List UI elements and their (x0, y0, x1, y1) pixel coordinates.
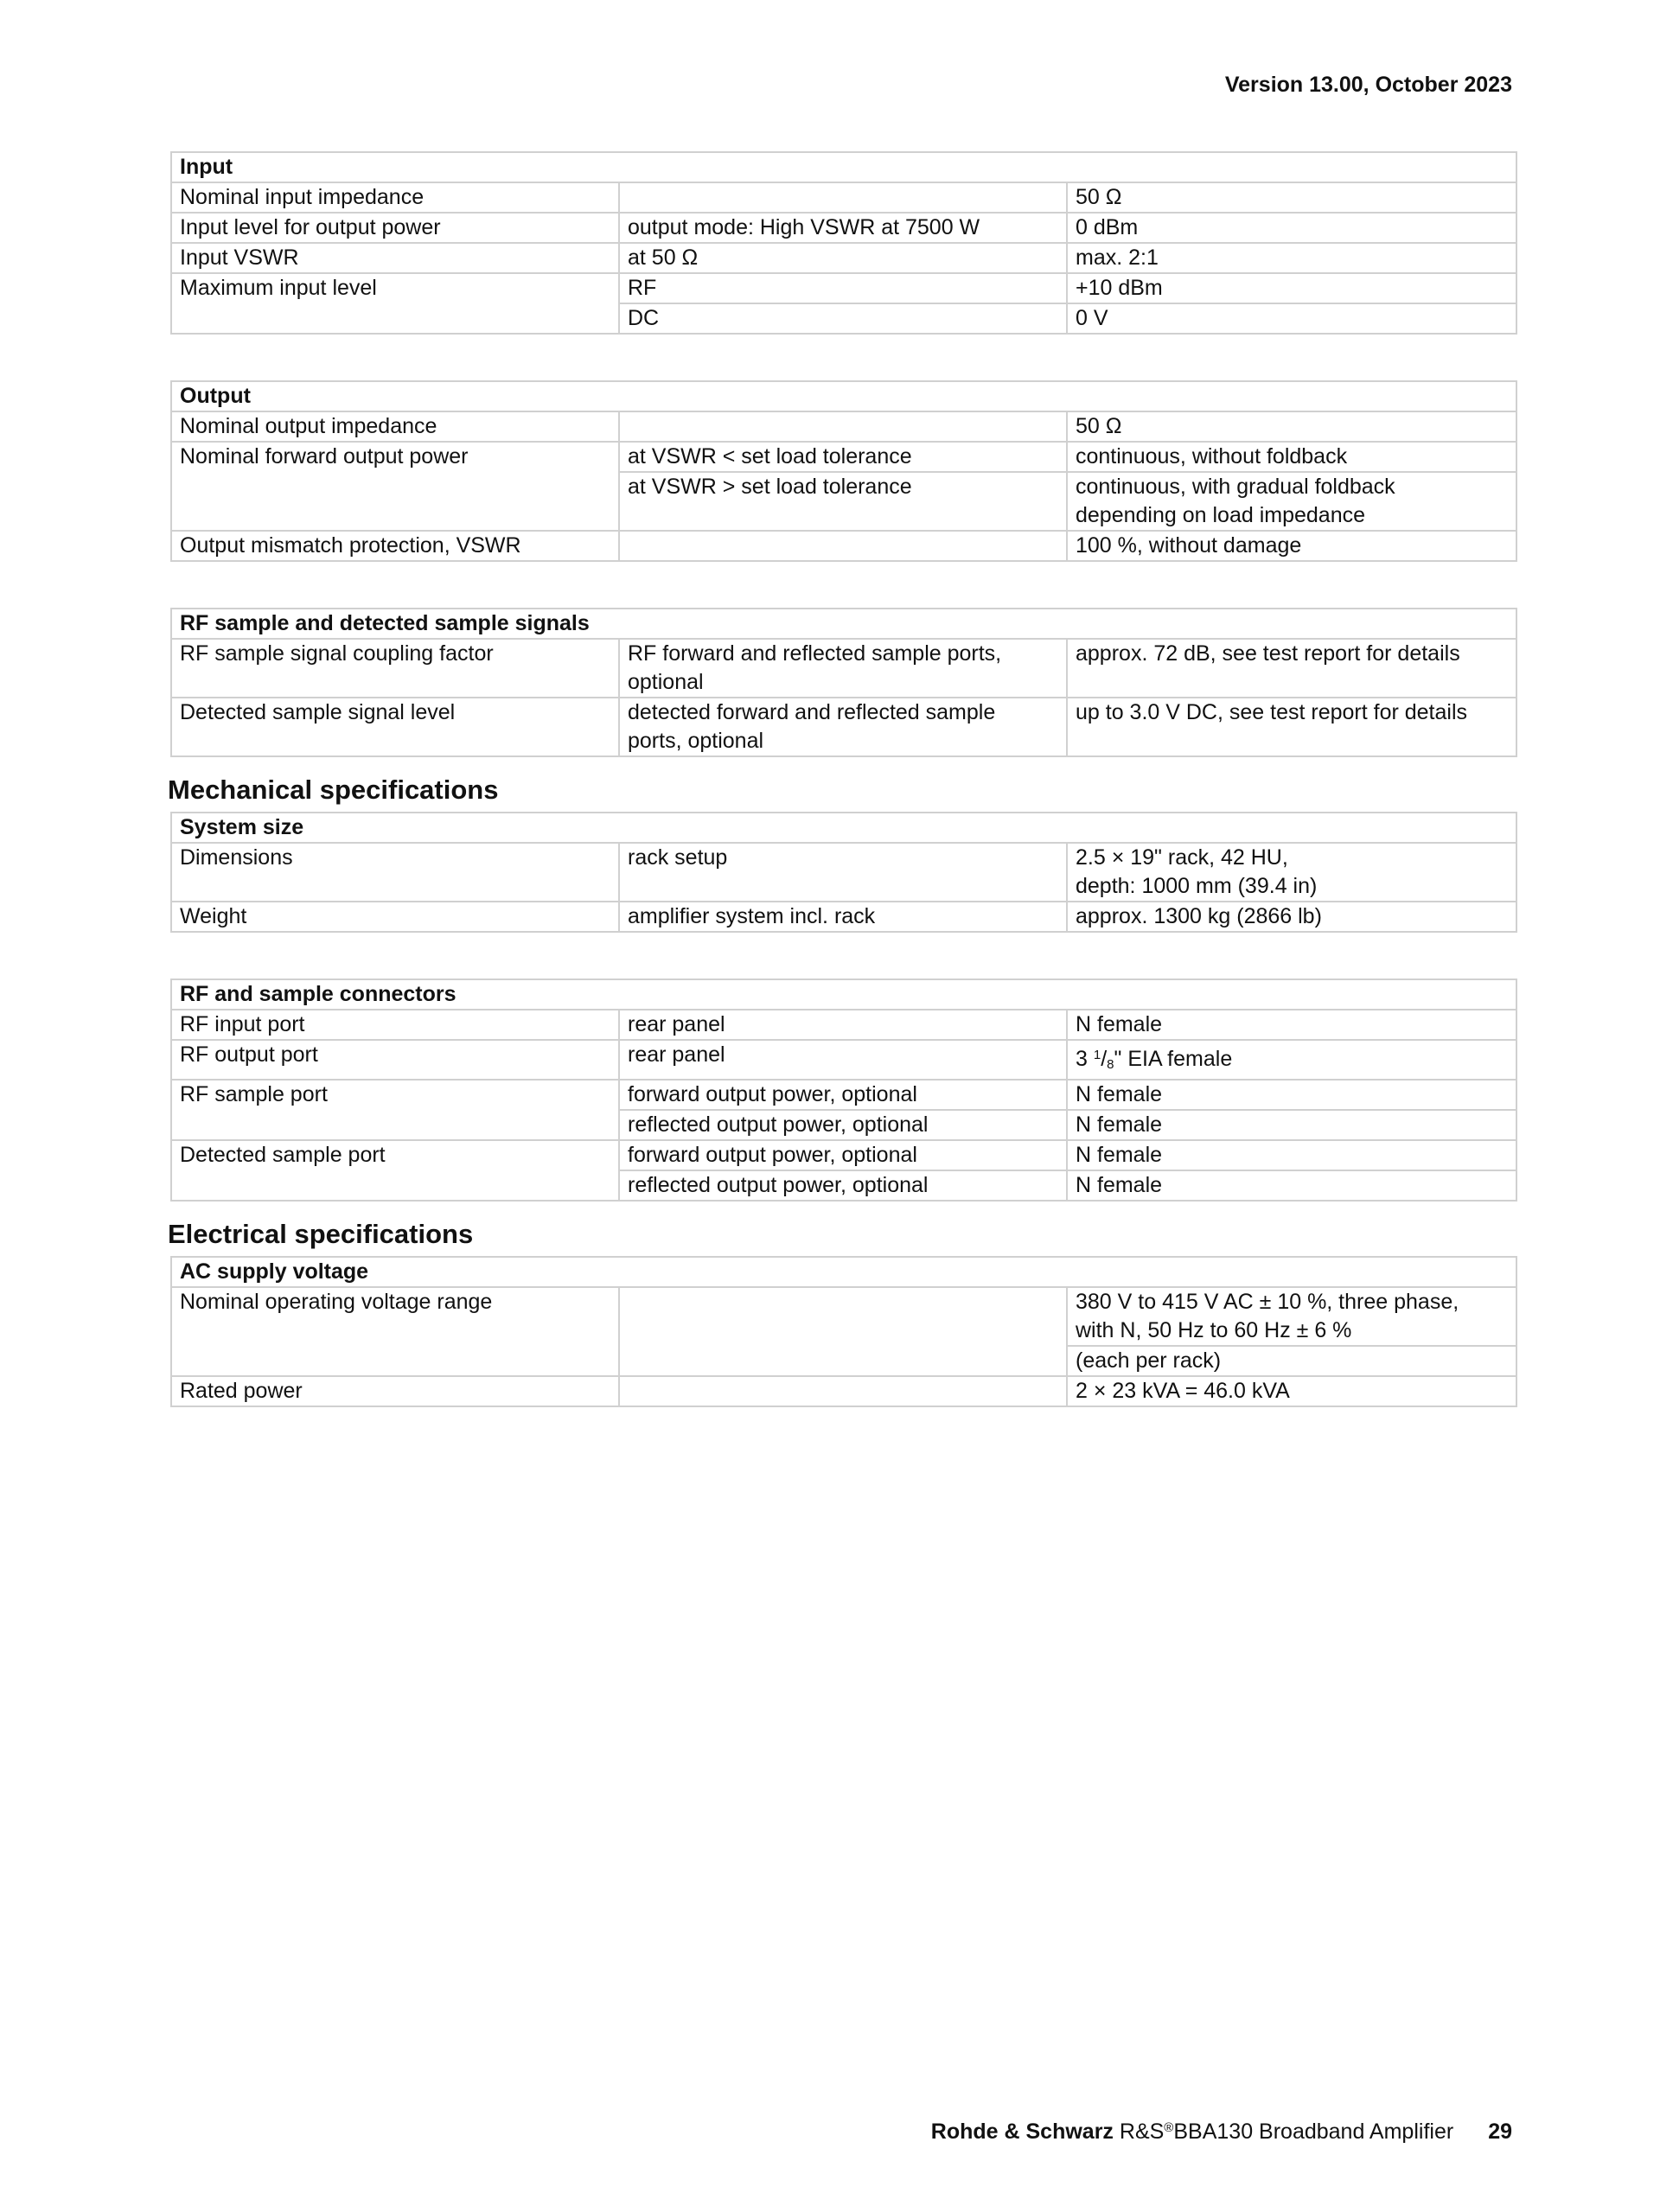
table-row (171, 531, 1516, 561)
table-row (171, 213, 1516, 243)
param-cell: Rated power (171, 1376, 619, 1406)
param-cell: Dimensions (171, 843, 619, 902)
table-row (171, 902, 1516, 932)
condition-cell: at VSWR < set load tolerance (619, 442, 1067, 472)
ac-supply-table (170, 1256, 1517, 1407)
value-line: with N, 50 Hz to 60 Hz ± 6 % (1076, 1318, 1352, 1342)
value-cell: 2 × 23 kVA = 46.0 kVA (1067, 1376, 1516, 1406)
spec-content (170, 151, 1516, 1407)
param-cell: Weight (171, 902, 619, 932)
table-row (171, 1140, 1516, 1170)
param-cell: Input VSWR (171, 243, 619, 273)
value-cell: (each per rack) (1067, 1346, 1516, 1376)
condition-cell: forward output power, optional (619, 1140, 1067, 1170)
page-footer (931, 2120, 1512, 2145)
table-title: Output (171, 381, 1516, 411)
table-title: System size (171, 813, 1516, 843)
param-cell: Nominal operating voltage range (171, 1287, 619, 1376)
condition-cell: forward output power, optional (619, 1080, 1067, 1110)
condition-cell (619, 1287, 1067, 1376)
input-table (170, 151, 1517, 335)
table-title-row (171, 1257, 1516, 1287)
fraction-slash: / (1101, 1047, 1108, 1071)
value-cell: N female (1067, 1080, 1516, 1110)
page-number: 29 (1488, 2120, 1512, 2144)
output-table (170, 380, 1517, 562)
param-cell: Detected sample signal level (171, 698, 619, 756)
value-cell: 50 Ω (1067, 182, 1516, 213)
table-row (171, 1287, 1516, 1346)
condition-line: optional (628, 670, 704, 694)
condition-cell: reflected output power, optional (619, 1110, 1067, 1140)
value-cell: up to 3.0 V DC, see test report for details (1067, 698, 1516, 756)
value-cell: approx. 72 dB, see test report for details (1067, 639, 1516, 698)
value-cell: continuous, without foldback (1067, 442, 1516, 472)
value-cell (1067, 1287, 1516, 1346)
table-title-row (171, 152, 1516, 182)
condition-cell (619, 698, 1067, 756)
value-line: depth: 1000 mm (39.4 in) (1076, 874, 1318, 898)
condition-cell: at 50 Ω (619, 243, 1067, 273)
footer-brand: Rohde & Schwarz (930, 2120, 1114, 2144)
value-cell: 0 dBm (1067, 213, 1516, 243)
registered-mark: ® (1164, 2120, 1174, 2135)
param-cell: Nominal forward output power (171, 442, 619, 531)
value-cell: +10 dBm (1067, 273, 1516, 303)
value-suffix: " EIA female (1114, 1047, 1233, 1071)
value-cell (1067, 472, 1516, 531)
table-title: Input (171, 152, 1516, 182)
condition-cell (619, 531, 1067, 561)
param-cell: Input level for output power (171, 213, 619, 243)
value-cell: 100 %, without damage (1067, 531, 1516, 561)
condition-cell: rear panel (619, 1040, 1067, 1080)
value-line: depending on load impedance (1076, 503, 1365, 527)
value-prefix: 3 (1076, 1047, 1094, 1071)
value-line: 2.5 × 19" rack, 42 HU, (1076, 845, 1288, 870)
condition-cell: at VSWR > set load tolerance (619, 472, 1067, 531)
condition-line: RF forward and reflected sample ports, (628, 641, 1002, 666)
value-cell: N female (1067, 1170, 1516, 1201)
table-row (171, 1080, 1516, 1110)
table-row (171, 843, 1516, 902)
table-title-row (171, 609, 1516, 639)
version-header: Version 13.00, October 2023 (1224, 73, 1512, 97)
param-cell: RF output port (171, 1040, 619, 1080)
param-cell: Nominal input impedance (171, 182, 619, 213)
footer-product-prefix: R&S (1119, 2120, 1165, 2144)
condition-cell: reflected output power, optional (619, 1170, 1067, 1201)
table-title-row (171, 813, 1516, 843)
table-title-row (171, 979, 1516, 1010)
value-cell: approx. 1300 kg (2866 lb) (1067, 902, 1516, 932)
condition-cell (619, 1376, 1067, 1406)
footer-product-name: BBA130 Broadband Amplifier (1173, 2120, 1454, 2144)
fraction-numerator: 1 (1093, 1048, 1101, 1062)
param-cell: Output mismatch protection, VSWR (171, 531, 619, 561)
param-cell: Nominal output impedance (171, 411, 619, 442)
value-cell: N female (1067, 1010, 1516, 1040)
section-heading-electrical: Electrical specifications (168, 1219, 474, 1249)
condition-line: ports, optional (628, 729, 764, 753)
condition-cell (619, 182, 1067, 213)
value-cell: max. 2:1 (1067, 243, 1516, 273)
table-row (171, 1040, 1516, 1080)
table-title: AC supply voltage (171, 1257, 1516, 1287)
value-line: continuous, with gradual foldback (1076, 475, 1395, 499)
condition-cell: rack setup (619, 843, 1067, 902)
condition-cell: RF (619, 273, 1067, 303)
connectors-table (170, 979, 1517, 1202)
param-cell: RF input port (171, 1010, 619, 1040)
rf-sample-table (170, 608, 1517, 757)
condition-cell (619, 639, 1067, 698)
condition-cell: rear panel (619, 1010, 1067, 1040)
table-row (171, 639, 1516, 698)
param-cell: Detected sample port (171, 1140, 619, 1201)
table-row (171, 1010, 1516, 1040)
fraction-denominator: 8 (1107, 1057, 1114, 1072)
system-size-table (170, 812, 1517, 933)
value-cell (1067, 843, 1516, 902)
table-row (171, 698, 1516, 756)
table-title: RF and sample connectors (171, 979, 1516, 1010)
condition-cell: amplifier system incl. rack (619, 902, 1067, 932)
condition-cell (619, 411, 1067, 442)
value-cell: N female (1067, 1140, 1516, 1170)
table-row (171, 243, 1516, 273)
param-cell: RF sample signal coupling factor (171, 639, 619, 698)
param-cell: RF sample port (171, 1080, 619, 1140)
table-row (171, 182, 1516, 213)
table-row (171, 411, 1516, 442)
value-cell: 50 Ω (1067, 411, 1516, 442)
value-cell: N female (1067, 1110, 1516, 1140)
condition-line: detected forward and reflected sample (628, 700, 996, 724)
value-cell: 0 V (1067, 303, 1516, 334)
condition-cell: output mode: High VSWR at 7500 W (619, 213, 1067, 243)
value-line: 380 V to 415 V AC ± 10 %, three phase, (1076, 1290, 1459, 1314)
param-cell: Maximum input level (171, 273, 619, 334)
section-heading-mechanical: Mechanical specifications (168, 775, 499, 805)
condition-cell: DC (619, 303, 1067, 334)
table-row (171, 1376, 1516, 1406)
value-cell (1067, 1040, 1516, 1080)
table-row (171, 273, 1516, 303)
table-row (171, 442, 1516, 472)
table-title: RF sample and detected sample signals (171, 609, 1516, 639)
table-title-row (171, 381, 1516, 411)
